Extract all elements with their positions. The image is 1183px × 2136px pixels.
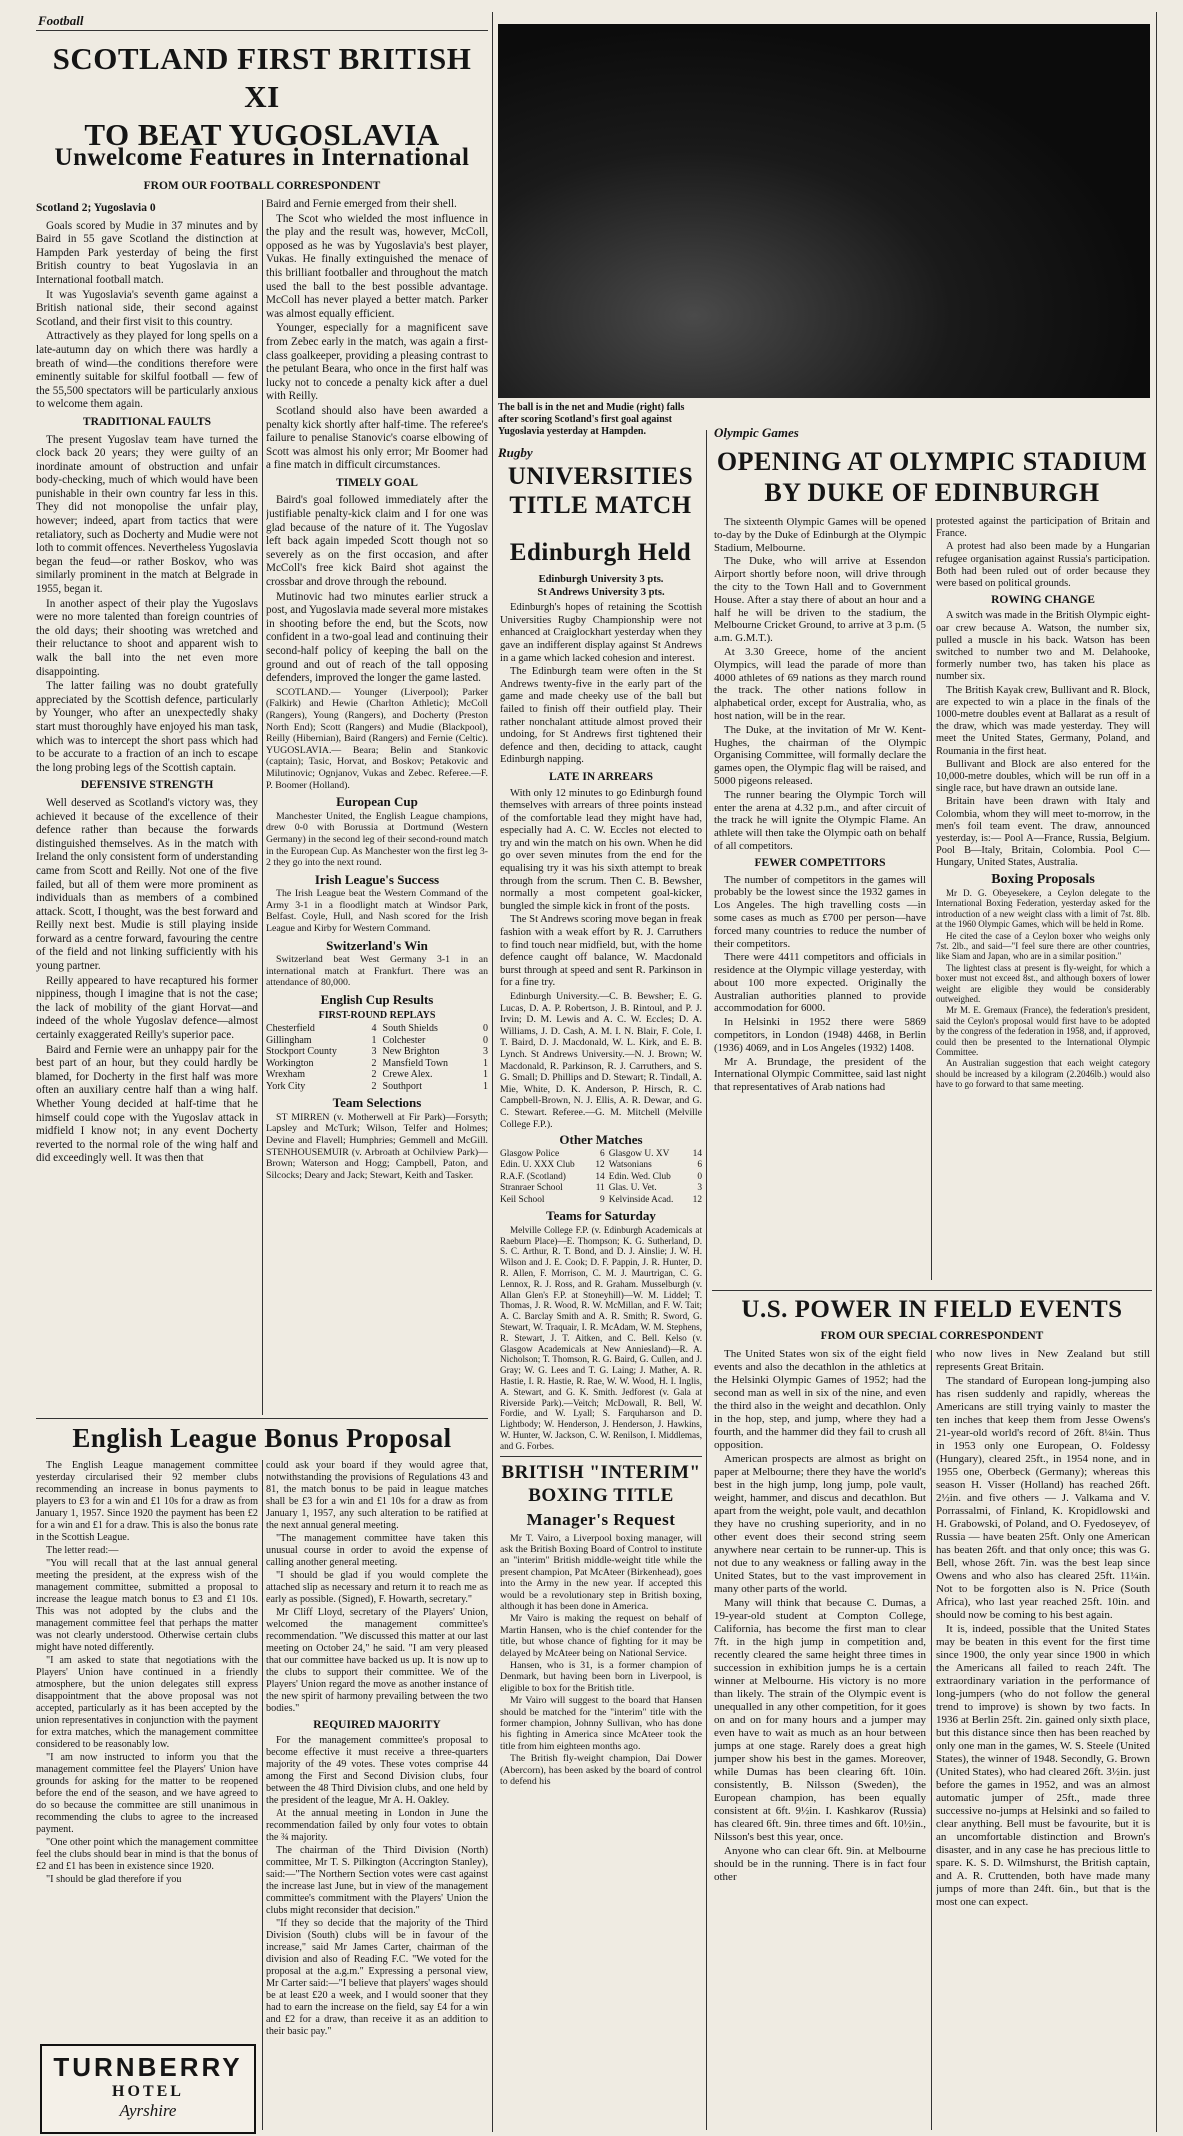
football-byline: FROM OUR FOOTBALL CORRESPONDENT [143,180,381,192]
english-league-para: The English League management committee yesterday circularised their 92 member clubs recommending an increase in bonus payments to players to £3 for a win and £1 10s for a draw as from January 1, 1957. Since 1920 the payment has been £2 for a win and £1 for a draw. This is also the bonus rate in the Scottish League. [36,1460,258,1543]
olympic-para: In Helsinki in 1952 there were 5869 competitors, in London (1948) 4468, in Berlin (1936) 4069, and in Los Angeles (1932) 1408. [714,1016,926,1054]
section-rule [712,1290,1152,1291]
english-cup-head: English Cup Results [320,992,434,1008]
english-league-headline: English League Bonus Proposal [72,1423,452,1453]
football-kicker-rule [36,30,488,31]
english-league-para: "The management committee have taken this unusual course in order to avoid the expense of calling another general meeting. [266,1533,488,1568]
traditional-faults-head: TRADITIONAL FAULTS [82,415,212,428]
ad-sub: HOTEL [112,2083,184,2100]
boxing-para: Mr Vairo is making the request on behalf of Martin Hansen, who is the chief contender for the title, but whose chance of fighting for it may be delayed by McAteer being on National Service. [500,1613,702,1659]
column-rule [706,430,707,2130]
page-rule [1156,12,1157,2132]
us-power-para: American prospects are almost as bright on paper at Melbourne; there they have the world's best in the high jump, long jump, pole vault, weight, hammer, and discus and decathlon. But apart from the weight, pole vault, and decathlon they have no crushing superiority, and in no other event does their second string seem anywhere near certain to be runner-up. This is not due to any weakness or falling away in the United States, but to the vast improvement in many other parts of the world. [714,1453,926,1595]
page-rule [492,12,493,2132]
rugby-kicker: Rugby [498,445,533,460]
olympic-col2 [936,516,1150,1286]
table-row: Wrexham 2 Crewe Alex. 1 [266,1069,488,1081]
table-row: York City 2 Southport 1 [266,1080,488,1092]
section-rule [500,1456,702,1457]
boxing-para: The British fly-weight champion, Dai Dower (Abercorn), has been asked by the board of control to defend his [500,1753,702,1788]
football-para: Baird's goal followed immediately after the justifiable penalty-kick claim and I for one was glad because of the nature of it. The Yugoslav left back again impeded Scott though not so severely as on the first occasion, and after McColl's free kick Baird shot against the crossbar and drove through the rebound. [266,494,488,589]
late-in-arrears-head: LATE IN ARREARS [549,770,653,783]
us-power-para: Many will think that because C. Dumas, a 19-year-old student at Compton College, California, has become the first man to clear 7ft. in the high jump in competition and, recently cleared the same height three times in succession in exhibition jumps he is a certain winner at Melbourne. His victory is no more than likely. The strain of the Olympic event is unequalled in any other competition, for it goes on and on for many hours and a jumper may even have to wait as much as an hour between jumps at one stage. Rarely does a great high jumper show his best in the games. Moreover, while Dumas has been clearing 6ft. 10in. consistently, B. Nilsson (Sweden), the European champion, has been equally consistent at 6ft. 9½in. I. Kashkarov (Russia) has cleared 6ft. 9in. three times and 6ft. 10½in., Nilsson's best this year, once. [714,1597,926,1843]
football-para: The present Yugoslav team have turned the clock back 20 years; they were guilty of an inordinate amount of obstruction and unfair body-checking, much of which would have been punishable in their own country far less in this. They did not monopolise the unfair play, however; indeed, apart from tactics that were retaliatory, such as Docherty and Mudie were not loth to commit offences. Nevertheless Yugoslavia began the feud—or rather Boskov, who was similarly prominent in the match at Belgrade in 1955, began it. [36,433,258,596]
column-rule [931,1350,932,2130]
english-league-para: "If they so decide that the majority of the Third Division (South) clubs will be in favour of the increase," said Mr James Carter, chairman of the division and also of Reading F.C. "We voted for the proposal at the a.g.m." Expressing a personal view, Mr Carter said:—"I believe that players' wages should be at least £20 a week, and I would sooner that they had to earn the increase on the field, say £4 for a win and £2 for a draw, than receive it as an addition to their basic pay." [266,1918,488,2037]
table-row: Keil School 9 Kelvinside Acad. 12 [500,1194,702,1205]
column-rule [262,1460,263,2130]
olympic-para: The sixteenth Olympic Games will be opened to-day by the Duke of Edinburgh at the Olympic Stadium, Melbourne. [714,516,926,554]
olympic-col1 [714,516,926,1286]
football-kicker: Football [38,13,84,28]
football-teams: SCOTLAND.— Younger (Liverpool); Parker (Falkirk) and Hewie (Charlton Athletic); McColl (Rangers), Young (Rangers), and Docherty (Preston North End); Scott (Rangers) and Mudie (Blackpool), Reilly (Hibernian), Baird (Rangers) and Fernie (Celtic). YUGOSLAVIA.— Beara; Belin and Stankovic (captain); Tasic, Horvat, and Boskov; Petakovic and Milutinovic; Ognjanov, Vukas and Zebec. Referee.—F. P. Boomer (Holland). [266,686,488,791]
english-cup-table [266,1023,488,1092]
us-power-byline: FROM OUR SPECIAL CORRESPONDENT [820,1330,1044,1342]
boxing-subhead: Manager's Request [526,1509,676,1529]
boxing-headline-line2: BOXING TITLE [528,1484,674,1506]
switzerland-head: Switzerland's Win [326,937,428,953]
us-power-para: The standard of European long-jumping also has risen suddenly and rapidly, whereas the Americans are still trying vainly to master the ten inches that keep them from Jesse Owens's 21-year-old world's record of 26ft. 8¼in. Thus in 1953 only one European, O. Foldessy (Hungary), cleared 25ft., in 1954 none, and in 1955 one, Oberbeck (Germany); whereas this season H. Visser (Holland) has reached 26ft. 2½in. and five others — J. Valkama and V. Porrassalmi, of Finland, K. Kropidlowski and H. Grabowski, of Poland, and O. Fyedoseyev, of Russia — have beaten 25ft. Only one American has beaten 26ft. and that only once; this was G. Bell, whose 26ft. 7in. was the best leap since Owens and who also has cleared 25ft. 11¼in. Not to be forgotten also is N. Price (South Africa), who last year reached 25ft. 10in. and should now be coming to his best again. [936,1375,1150,1621]
table-row: Stockport County 3 New Brighton 3 [266,1046,488,1058]
table-row: R.A.F. (Scotland) 14 Edin. Wed. Club 0 [500,1171,702,1182]
team-selections-text: ST MIRREN (v. Motherwell at Fir Park)—Forsyth; Lapsley and McTurk; Wilson, Telfer and Holmes; Devine and Flavell; Humphries; Gemmell and McGill. STENHOUSEMUIR (v. Arbroath at Ochilview Park)—Brown; Waterson and Hogg; Campbell, Paton, and Silcocks; Deary and Jack; Stewart, Keith and Tasker. [266,1111,488,1181]
boxing-proposals-head: Boxing Proposals [991,871,1095,887]
ad-name: TURNBERRY [53,2052,243,2082]
football-para: Well deserved as Scotland's victory was, they achieved it because of the excellence of their defence rather than because the forwards distinguished themselves. As in the match with Ireland the only consistent form of understanding came from Scott and Reilly. Not one of the five failed, but all of them were more prominent as individuals than as members of a combined attack. Scott, I thought, was the best forward and Reilly next best. Mudie is still playing inside forward as a centre forward, favouring the centre of the field and not linking sufficiently with his young partner. [36,796,258,973]
olympic-para: He cited the case of a Ceylon boxer who weighs only 7st. 2lb., and said—"I feel sure there are other countries, like Siam and Japan, who are in a similar position." [936,930,1150,962]
timely-goal-head: TIMELY GOAL [336,476,418,489]
table-row: Glasgow Police 6 Glasgow U. XV 14 [500,1148,702,1159]
english-league-para: The chairman of the Third Division (North) committee, Mr T. S. Pilkington (Accrington Stanley), said:—"The Northern Section votes were cast against the increase last June, but in view of the management committee's commitment with the Players' Union the clubs might reconsider that decision." [266,1845,488,1916]
olympic-para: The lightest class at present is fly-weight, for which a boxer must not exceed 8st., and although boxers of lower weight are eligible they would be considerably outweighed. [936,962,1150,1004]
teams-for-saturday-head: Teams for Saturday [546,1208,656,1224]
olympic-headline-line2: BY DUKE OF EDINBURGH [764,478,1100,507]
football-para: Baird and Fernie emerged from their shell. [266,198,457,210]
rugby-headline-line1: UNIVERSITIES [507,463,694,490]
ad-place: Ayrshire [119,2101,177,2120]
other-matches-table [500,1149,702,1207]
defensive-strength-head: DEFENSIVE STRENGTH [80,779,214,792]
olympic-para: The British Kayak crew, Bullivant and R. Block, are expected to win a place in the finals of the 1000-metre doubles event at Ballarat as a result of the draw, which was made yesterday. They will meet the United States, Germany, Poland, and Roumania in the first heat. [936,684,1150,757]
football-col2 [266,198,488,1416]
us-power-headline: U.S. POWER IN FIELD EVENTS [741,1296,1123,1323]
switzerland-text: Switzerland beat West Germany 3-1 in an international match at Frankfurt. There was an attendance of 80,000. [266,954,488,989]
football-para: Younger, especially for a magnificent save from Zebec early in the match, was again a first-class goalkeeper, providing a pleasing contrast to the petulant Beara, who once in the first half was lucky not to concede a penalty kick after a duel with Reilly. [266,322,488,403]
boxing-para: Hansen, who is 31, is a former champion of Denmark, but having been born in Liverpool, is eligible to box for the British title. [500,1660,702,1694]
boxing-headline-line1: BRITISH "INTERIM" [501,1461,701,1483]
english-league-para: The letter read:— [46,1545,119,1556]
olympic-para: protested against the participation of Britain and France. [936,516,1150,540]
rugby-headline [498,462,703,520]
english-league-para: For the management committee's proposal to become effective it must receive a three-quarters majority of the 49 votes. These votes comprise 44 among the First and Second Division clubs, four between the 48 Third Division clubs, and one held by the president of the league, Mr A. H. Oakley. [266,1735,488,1806]
football-para: The latter failing was no doubt gratefully appreciated by the Scottish defence, particularly by Younger, who after an unexpectedly shaky start must thoroughly have enjoyed his man task, which was to intercept the short pass which had to be accurate to a fraction of an inch to escape the long probing legs of the Scottish captain. [36,680,258,774]
football-headline-line2: TO BEAT YUGOSLAVIA [84,117,440,152]
irish-league-head: Irish League's Success [314,871,440,887]
us-power-para: who now lives in New Zealand but still represents Great Britain. [936,1348,1150,1373]
english-league-para: "I should be glad if you would complete the attached slip as necessary and return it to reach me as early as possible. (Signed), F. Howarth, secretary." [266,1570,488,1605]
football-para: It was Yugoslavia's seventh game against a British national side, their second against Scotland, and their first visit to this country. [36,288,258,328]
football-col1 [36,198,258,1416]
table-row: Chesterfield 4 South Shields 0 [266,1023,488,1035]
rugby-headline-line2: TITLE MATCH [509,492,692,519]
olympic-para: Bullivant and Block are also entered for the 10,000-metre doubles, which will be run off in a single race, but have drawn an outside lane. [936,758,1150,795]
boxing-para: Mr T. Vairo, a Liverpool boxing manager, will ask the British Boxing Board of Control to institute an "interim" British middle-weight title while the present champion, Pat McAteer (Birkenhead), goes into the Army in the new year. If accepted this would be a revolutionary step in British boxing, although it has been done in America. [500,1532,702,1612]
match-photo [498,24,1150,398]
olympic-headline-line1: OPENING AT OLYMPIC STADIUM [716,447,1148,476]
football-headline-line1: SCOTLAND FIRST BRITISH XI [52,41,472,114]
olympic-para: The number of competitors in the games will probably be the lowest since the 1932 games in Los Angeles. The high travelling costs —in some cases as much as £700 per person—have forced many countries to reduce the number of their competitors. [714,873,926,950]
us-power-para: The United States won six of the eight field events and also the decathlon in the athletics at the Helsinki Olympic Games of 1952; had the second man as well in six of the nine, and even the third also in the weight and decathlon. Only in the hop, step, and jump, where they had a fourth, and the hammer did they fail to crush all opposition. [714,1348,926,1451]
olympic-para: An Australian suggestion that each weight category should be increased by a kilogram (2.2046lb.) would also have to go forward to that same meeting. [936,1058,1150,1090]
football-para: Baird and Fernie were an unhappy pair for the best part of an hour, but they could hardly be blamed, for Docherty in the first half was more often an auxiliary centre half than a wing half. Whether Young decided at half-time that he himself could cope with the Yugoslav attack in midfield I know not; in any event Docherty reverted to the normal role of the wing half and did exceedingly well. It was then that [36,1043,258,1165]
table-row: Gillingham 1 Colchester 0 [266,1034,488,1046]
rugby-score-line2: St Andrews University 3 pts. [537,586,665,598]
olympic-para: A protest had also been made by a Hungarian refugee organisation against Russia's participation. Both had been ruled out of order because they were based on political grounds. [936,541,1150,590]
football-score-line: Scotland 2; Yugoslavia 0 [36,202,156,214]
rugby-teams: Edinburgh University.—C. B. Bewsher; E. G. Lucas, D. A. P. Robertson, J. B. Rintoul, and P. J. Irvin; D. M. Lewis and A. C. W. Eccles; D. A. Williams, J. D. Cash, A. M. I. N. Blair, F. Cole, I. T. Baird, D. J. Macdonald, W. L. Kirk, and E. B. Lynch. St Andrews University.—N. J. Brown; W. Macdonald, R. Parkinson, R. J. Carruthers, and S. G. Small; D. Phillips and D. Stewart; R. Tindall, A. Mie, White, D. K. Anderson, P. Hirsch, R. C. Campbell-Brown, N. J. Ellis, A. R. Dewar, and G. C. Stewart. Referee.—G. M. Mitchell (Melville College F.P.). [500,991,702,1130]
rugby-para: Edinburgh's hopes of retaining the Scottish Universities Rugby Championship were not enhanced at Craiglockhart yesterday when they gave an indifferent display against St Andrews in a game which lacked cohesion and interest. [500,602,702,664]
football-para: In another aspect of their play the Yugoslavs were no more talented than foreign countries of the old days; their shooting was wretched and their reluctance to shoot and apparent wish to walk the ball into the net even more disappointing. [36,597,258,678]
english-league-col2 [266,1460,488,2132]
other-matches-head: Other Matches [559,1132,643,1148]
football-para: Goals scored by Mudie in 37 minutes and by Baird in 55 gave Scotland the distinction at Hampden Park yesterday of being the first British country to beat Yugoslavia in an International football match. [36,219,258,286]
olympic-para: At 3.30 Greece, home of the ancient Olympics, will lead the parade of more than 4000 athletes of 69 nations as they march round the track. The other nations follow in alphabetical order, except for Australia, who, as host nation, will be in the rear. [714,645,926,722]
rowing-change-head: ROWING CHANGE [991,594,1095,607]
team-selections-head: Team Selections [332,1095,422,1111]
us-power-col1 [714,1348,926,2132]
us-power-col2 [936,1348,1150,2132]
olympic-para: Mr A. Brundage, the president of the International Olympic Committee, said last night that representatives of Arab nations had [714,1055,926,1094]
olympic-para: Mr M. E. Gremaux (France), the federation's president, said the Ceylon's proposal would first have to be adopted by the congress of the federation in 1958, and, if approved, could then be presented to the International Olympic Committee. [936,1005,1150,1057]
section-rule [36,1418,488,1419]
table-row: Stranraer School 11 Glas. U. Vet. 3 [500,1183,702,1194]
boxing-para: Mr Vairo will suggest to the board that Hansen should be matched for the "interim" title with the former champion, Johnny Sullivan, who has done his fighting in America since McAteer took the title from him eighteen months ago. [500,1695,702,1752]
table-row: Workington 2 Mansfield Town 1 [266,1057,488,1069]
rugby-para: With only 12 minutes to go Edinburgh found themselves with arrears of three points instead of the comfortable lead they might have had, especially had A. C. W. Eccles not elected to try and win the match on his own. When he did go over seven minutes from the end for the equalising try it was his sixth attempt to break through from the scrum. Then C. B. Bewsher, normally a most competent goal-kicker, bungled the simple kick in front of the posts. [500,787,702,912]
olympic-para: The runner bearing the Olympic Torch will enter the arena at 4.32 p.m., and after circuit of the track he will ignite the Olympic Flame. An athlete will then take the Olympic oath on behalf of all competitors. [714,788,926,852]
us-power-para: It is, indeed, possible that the United States may be beaten in this event for the first time since 1900, the only year since 1900 in which the Americans all failed to reach 24ft. The extraordinary variation in the performance of long-jumpers (who do not follow the general trend to improve) is shown by two facts. In 1936 at Berlin 25ft. 2in. gained only sixth place, but this distance since then has been reached by only one man in the games, W. S. Steele (United States), the winner of 1948. Secondly, G. Brown (United States), who had cleared 26ft. 3½in. just before the games in 1952, and was an almost automatic jumper of 25ft., made three successive no-jumps at Helsinki and so failed to clear anything. Bell must be favourite, but it is an uncomfortable distinction and Brown's disaster, and in any case he has precious little to spare. K. S. D. Wilmshurst, the British captain, and A. R. Cruttenden, both have made many jumps of more than 24ft. 6in., but that is the most one can expect. [936,1623,1150,1908]
olympic-para: A switch was made in the British Olympic eight-oar crew because A. Watson, the number six, pulled a muscle in his back. Watson has been switched to number two and M. Delahooke, formerly number two, has taken his place as number six. [936,610,1150,683]
us-power-para: Anyone who can clear 6ft. 9in. at Melbourne should be in the running. There is in fact four other [714,1845,926,1883]
english-league-para: could ask your board if they would agree that, notwithstanding the provisions of Regulations 43 and 81, the match bonus to be paid in league matches shall be £3 for a win and £1 10s for a draw as from January 1, 1957, any such alteration to be ratified at the next annual general meeting. [266,1460,488,1531]
irish-league-text: The Irish League beat the Western Command of the Army 3-1 in a floodlight match at Windsor Park, Belfast. Coyle, Hull, and Nash scored for the Irish League and Kirby for Western Command. [266,888,488,935]
english-league-para: "You will recall that at the last annual general meeting the president, at the express wish of the management committee, submitted a proposal to increase the league match bonus to £3 and £1 10s. This was not adopted by the clubs and the management committee feel that perhaps the matter was not clearly understood. Otherwise certain clubs might have noted differently. [36,1558,258,1653]
column-rule [931,518,932,1280]
olympic-para: There were 4411 competitors and officials in residence at the Olympic village yesterday, with about 100 more expected. Originally the Australian authorities planned to provide accommodation for 6000. [714,951,926,1015]
turnberry-hotel-ad [40,2044,256,2134]
football-headline [36,40,488,154]
english-league-para: At the annual meeting in London in June the recommendation failed by only four votes to obtain the ¾ majority. [266,1808,488,1843]
column-rule [262,200,263,1415]
football-para: Attractively as they played for long spells on a late-autumn day on which there was hardly a breath of wind—the conditions therefore were eminently suitable for skilful football — few of the 55,500 spectators will be particularly anxious to welcome them again. [36,330,258,411]
olympic-para: The Duke, at the invitation of Mr W. Kent-Hughes, the chairman of the Olympic Organising Committee, will formally declare the games open, the Olympic flag will be raised, and 5000 pigeons released. [714,723,926,787]
english-league-para: "I am now instructed to inform you that the management committee feel the Players' Union have grounds for asking for the matter to be reopened before the end of the season, and we have agreed to do so because the committee are still unanimous in recommending the clubs to agree to the increased payment. [36,1752,258,1835]
english-league-para: Mr Cliff Lloyd, secretary of the Players' Union, welcomed the management committee's recommendation. "We discussed this matter at our last meeting on October 24," he said. "I am very pleased that our committee have backed us up. It is now up to the clubs to support their committee. We of the Players' Union regard the move as another instance of the new spirit of harmony prevailing between the two bodies." [266,1607,488,1714]
rugby-para: The Edinburgh team were often in the St Andrews twenty-five in the early part of the game and made cheeky use of the ball but failed to finish off their outfield play. Their rather nonchalant attitude almost proved their undoing, for St Andrews first tightened their defence and then, deciding to attack, caught Edinburgh napping. [500,666,702,766]
fewer-competitors-head: FEWER COMPETITORS [754,856,886,869]
english-league-para: "I am asked to state that negotiations with the Players' Union have continued in a friendly atmosphere, but the union delegates still express disappointment that the above proposal was not accepted, particularly as it has been accepted by the union representatives in conjunction with the payment for extra matches, which the management committee considered to be reasonably low. [36,1655,258,1750]
english-league-para: "One other point which the management committee feel the clubs should bear in mind is that the bonus of £2 and £1 has been in existence since 1920. [36,1837,258,1872]
photo-caption: The ball is in the net and Mudie (right) falls after scoring Scotland's first goal against Yugoslavia yesterday at Hampden. [498,402,685,437]
table-row: Edin. U. XXX Club 12 Watsonians 6 [500,1160,702,1171]
boxing-headline [500,1461,702,1507]
english-cup-sub: FIRST-ROUND REPLAYS [318,1009,436,1021]
football-para: Scotland should also have been awarded a penalty kick shortly after half-time. The referee's failure to penalise Stanovic's coarse elbowing of Scott was almost his only error; Mr Boomer had a fine match in difficult circumstances. [266,404,488,472]
rugby-col [500,574,702,2132]
olympic-kicker: Olympic Games [714,425,799,440]
required-majority-head: REQUIRED MAJORITY [313,1719,441,1731]
football-subhead: Unwelcome Features in International [54,144,470,171]
olympic-para: Britain have been drawn with Italy and Colombia, whom they will meet to-morrow, in the men's foil team event. The draw, announced yesterday, is:— Pool A—France, Russia, Belgium. Pool B—Italy, Britain, Colombia. Pool C—Hungary, United States, Australia. [936,796,1150,869]
football-para: The Scot who wielded the most influence in the play and the result was, however, McColl, opposed as he was by Yugoslavia's best player, Vukas. He finally extinguished the menace of this brilliant footballer and throughout the match used the ball to the best possible advantage. McColl has never played a better match. Parker was almost equally efficient. [266,212,488,320]
teams-for-saturday-text: Melville College F.P. (v. Edinburgh Academicals at Raeburn Place)—E. Thompson; K. G. Sutherland, D. S. C. Arthur, R. T. Bond, and D. J. Ainslie; J. W. H. Wilson and J. E. Cook; D. F. Pappin, J. R. Hunter, D. R. Allen, F. Morrison, C. M. J. Maurtrigan, C. G. Lennox, R. J. Ross, and R. Graham. Musselburgh (v. Allan Glen's F.P. at Stoneyhill)—W. M. Liddel; T. Thomas, J. R. Wood, R. W. McMillan, and F. W. Tait; A. C. Barclay Smith and A. R. Smith; R. Sword, G. Stewart, W. Traquair, I. R. McAdam, W. M. Stephens, R. Stewart, J. T. Aitken, and C. Bell. Kelso (v. Glasgow Academicals at New Anniesland)—R. A. Nicholson; T. Thomson, R. G. Baird, G. Cullen, and J. Gray; W. G. Lees and T. G. Laing; J. Mather, A. R. Hastie, I. R. Hastie, R. Rae, W. W. Wood, H. I. Inglis, A. Stewart, and G. K. Smith. Jedforest (v. Gala at Riverside Park).—Veitch; McDowall, R. Bell, W. Fordie, and W. Lyall; S. Farquharson and D. Lightbody; W. Henderson, J. Henderson, J. Hawkins, W. Hunter, W. Jackson, C. W. Renilson, I. Middlemas, and G. Forbes. [500,1224,702,1451]
rugby-score-line1: Edinburgh University 3 pts. [538,574,664,585]
football-para: Mutinovic had two minutes earlier struck a post, and Yugoslavia made several more mistakes in shooting before the end, but the Scots, now confident in a two-goal lead and continuing their second-half policy of keeping the ball on the ground and out of reach of the tall opposing defenders, improved the longer the game lasted. [266,590,488,685]
european-cup-head: European Cup [336,794,418,810]
english-league-para: "I should be glad therefore if you [46,1874,182,1885]
olympic-para: Mr D. G. Obeyesekere, a Ceylon delegate to the International Boxing Federation, yesterday asked for the introduction of a new weight class with a limit of 7st. 8lb. at the 1960 Olympic Games, which will be held in Rome. [936,887,1150,930]
european-cup-text: Manchester United, the English League champions, drew 0-0 with Borussia at Dortmund (Western Germany) in the second leg of their second-round match in the European Cup. As Manchester won the first leg 3-2 they go into the next round. [266,810,488,869]
olympic-headline [712,446,1152,508]
football-para: Reilly appeared to have recaptured his former nippiness, though I imagine that is not the case; the lack of mobility of the giant Horvat—and indeed of the whole Yugoslav defence—almost certainly exaggerated Reilly's superior pace. [36,974,258,1042]
rugby-para: The St Andrews scoring move began in freak fashion with a weak effort by R. J. Carruthers to find touch near midfield, but, with the home defence caught off balance, W. Macdonald burst through at speed and sent R. Parkinson in for a fine try. [500,914,702,989]
olympic-para: The Duke, who will arrive at Essendon Airport shortly before noon, will drive through the city to the Town Hall and to Government House. After a stay there of about an hour and a half he will be driven to the stadium, the Melbourne Cricket Ground, to arrive at 3 p.m. (5 a.m. G.M.T.). [714,555,926,645]
english-league-col1 [36,1460,258,2045]
rugby-subhead: Edinburgh Held [509,539,692,566]
